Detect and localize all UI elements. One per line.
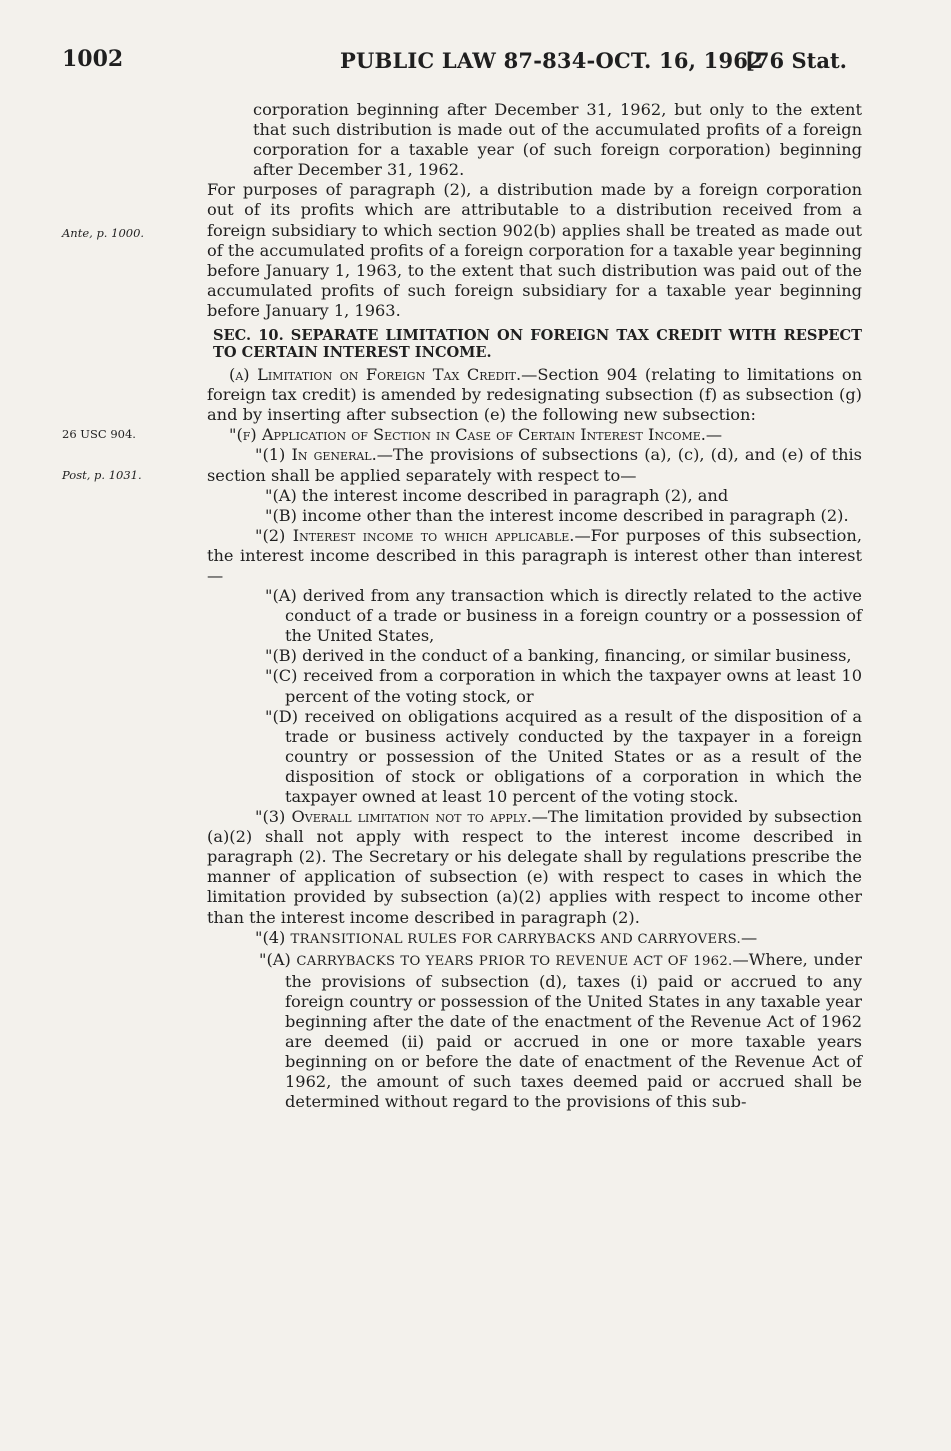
- paragraph-4-item-a-text: —Where, under the provisions of subsection (d), taxes (i) paid or accrued to any foreign country or possession of the United States in any taxable year beginning after the date of the enactment of the Revenue Act of 1962 are deemed (ii) paid or accrued in one or more taxable years beginning on or before the date of enactment of the Revenue Act of 1962, the amount of such taxes deemed paid or accrued shall be determined without regard to the provisions of this sub-: [285, 949, 862, 1112]
- subsection-f-dash: —: [705, 425, 723, 445]
- section-heading: SEC. 10. SEPARATE LIMITATION ON FOREIGN TAX CREDIT WITH RESPECT TO CERTAIN INTEREST INCOME.: [213, 327, 862, 362]
- paragraph-2: [207, 526, 862, 586]
- paragraph-2-item-a: "(A) derived from any transaction which is directly related to the active conduct of a trade or business in a foreign country or a possession of the United States,: [265, 586, 862, 646]
- paragraph-2-heading: Interest income to which applicable.: [292, 525, 575, 545]
- paragraph-4-heading: TRANSITIONAL RULES FOR CARRYBACKS AND CARRYOVERS.: [290, 931, 741, 947]
- paragraph-2-number: "(2): [255, 525, 293, 545]
- paragraph-4-heading-line: [207, 928, 862, 950]
- paragraph-1-item-a: "(A) the interest income described in paragraph (2), and: [265, 485, 729, 505]
- paragraph-3-number: "(3): [255, 807, 292, 827]
- paragraph-3: [207, 807, 862, 928]
- paragraph-4-dash: —: [741, 927, 758, 947]
- page-header: [0, 46, 951, 86]
- paragraph-distribution-rule: For purposes of paragraph (2), a distribution made by a foreign corporation out of its profits which are attributable to a distribution received from a foreign subsidiary to which section 902(b) applies shall be treated as made out of the accumulated profits of a foreign corporation for a taxable year beginning before January 1, 1963, to the extent that such distribution was paid out of the accumulated profits of such foreign subsidiary for a taxable year beginning before January 1, 1963.: [207, 180, 862, 320]
- volume-reference: [76 Stat.: [745, 48, 847, 73]
- paragraph-1-item-b: "(B) income other than the interest income described in paragraph (2).: [265, 505, 849, 525]
- paragraph-4-item-a-heading: CARRYBACKS TO YEARS PRIOR TO REVENUE ACT OF 1962.: [296, 953, 733, 969]
- running-title: PUBLIC LAW 87-834-OCT. 16, 1962: [340, 48, 763, 73]
- paragraph-4-number: "(4): [255, 927, 291, 947]
- paragraph-2-text: —For purposes of this subsection, the interest income described in this paragraph is interest other than interest—: [207, 525, 862, 585]
- paragraph-2-item-d: "(D) received on obligations acquired as a result of the disposition of a trade or business actively conducted by the taxpayer in a foreign country or possession of the United States or as a result of the disposition of stock or obligations of a corporation in which the taxpayer owned at least 10 percent of the voting stock.: [265, 706, 862, 806]
- paragraph-1-text: —The provisions of subsections (a), (c), (d), and (e) of this section shall be applied separately with respect to—: [207, 445, 862, 485]
- subsection-f-heading: "(f) Application of Section in Case of Certain Interest Income.: [229, 425, 706, 445]
- paragraph-2-item-c: "(C) received from a corporation in which the taxpayer owns at least 10 percent of the voting stock, or: [265, 666, 862, 706]
- subsection-a: [207, 365, 862, 425]
- paragraph-2-item-b: "(B) derived in the conduct of a banking, financing, or similar business,: [265, 646, 852, 666]
- margin-note-post: Post, p. 1031.: [62, 468, 142, 482]
- paragraph-3-text: —The limitation provided by subsection (a)(2) shall not apply with respect to the interest income described in paragraph (2). The Secretary or his delegate shall by regulations prescribe the manner of application of subsection (e) with respect to cases in which the limitation provided by subsection (a)(2) applies with respect to income other than the interest income described in paragraph (2).: [207, 807, 862, 927]
- paragraph-3-heading: Overall limitation not to apply.: [291, 807, 532, 827]
- paragraph-1-number: "(1): [255, 445, 292, 465]
- paragraph-1-heading: In general.: [291, 445, 377, 465]
- paragraph-4-item-a: [207, 950, 862, 1113]
- paragraph-1: [207, 445, 862, 485]
- margin-note-usc: 26 USC 904.: [62, 427, 136, 441]
- paragraph-4-item-a-number: "(A): [259, 949, 297, 969]
- page-number: 1002: [62, 46, 124, 72]
- statute-body: [207, 100, 862, 1113]
- paragraph-continuation: corporation beginning after December 31, 1962, but only to the extent that such distribution is made out of the accumulated profits of a foreign corporation for a taxable year (of such foreign corporation) beginning after December 31, 1962.: [253, 100, 862, 180]
- subsection-a-heading: (a) Limitation on Foreign Tax Credit.: [229, 365, 522, 385]
- margin-note-ante: Ante, p. 1000.: [62, 226, 145, 240]
- subsection-f-heading-line: [207, 425, 862, 445]
- subsection-a-text: —Section 904 (relating to limitations on foreign tax credit) is amended by redesignating subsection (f) as subsection (g) and by inserting after subsection (e) the following new subsection:: [207, 365, 862, 425]
